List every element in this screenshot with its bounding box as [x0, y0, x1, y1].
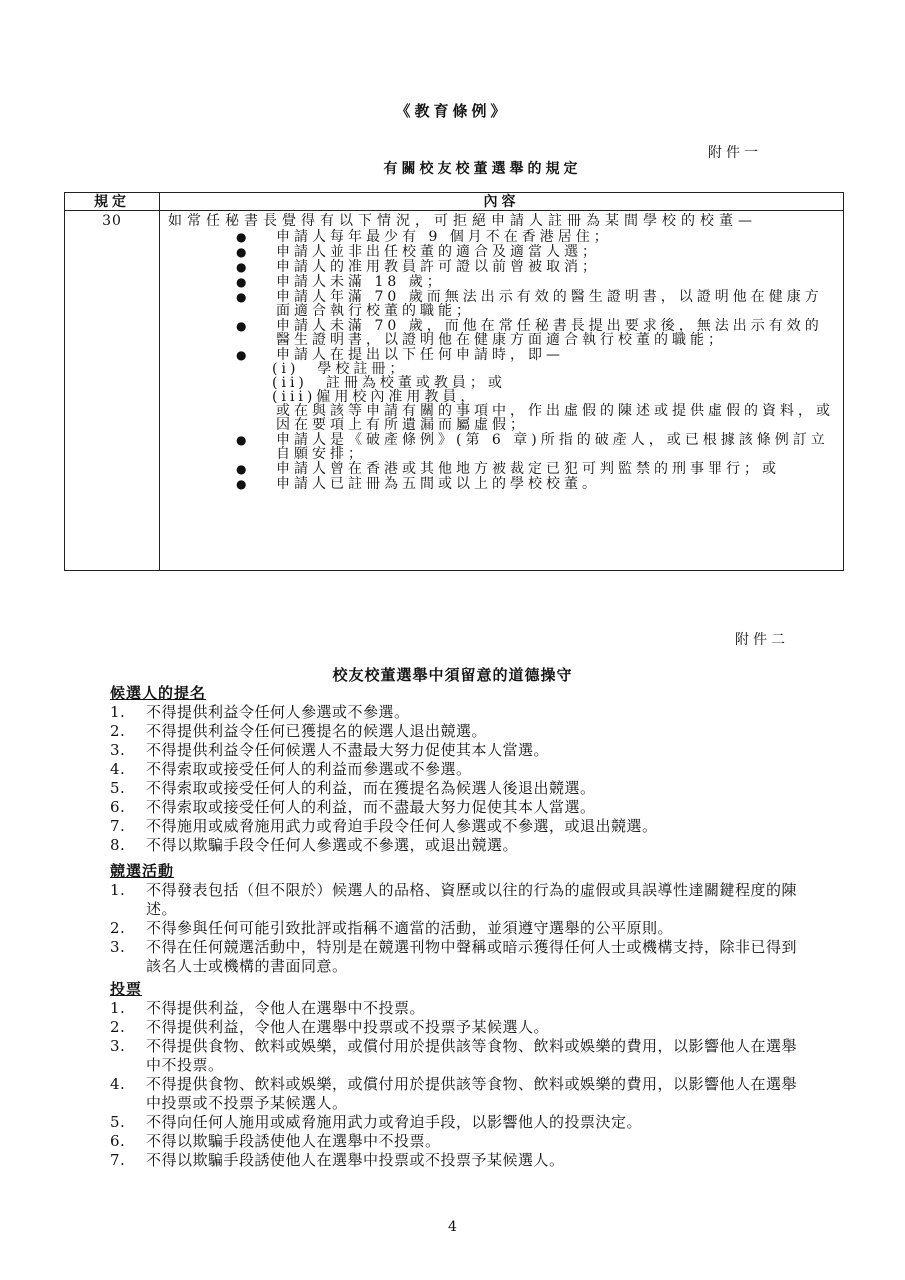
ordinance-title: 《教育條例》 — [395, 102, 510, 120]
list-item — [110, 722, 810, 741]
item-text: 不得向任何人施用或威脅施用武力或脅迫手段，以影響他人的投票決定。 — [146, 1113, 643, 1131]
list-item — [110, 999, 810, 1018]
item-number: 8. — [110, 836, 126, 854]
page-number: 4 — [448, 1219, 457, 1235]
item-number: 5. — [110, 779, 126, 797]
item-number: 2. — [110, 919, 126, 937]
item-text: 不得以欺騙手段誘使他人在選舉中投票或不投票予某候選人。 — [146, 1151, 565, 1169]
list-item — [168, 319, 835, 347]
list-item — [110, 798, 810, 817]
rules-table-header — [65, 193, 844, 211]
list-item — [110, 881, 810, 919]
annex2-label: 附件二 — [735, 632, 789, 648]
bullet-icon: ● — [236, 433, 251, 447]
item-number: 3. — [110, 1037, 126, 1055]
sub-list-item: (ii) 註冊為校董或教員；或 — [272, 375, 506, 391]
list-item — [110, 1151, 810, 1170]
bullet-icon: ● — [236, 319, 251, 333]
item-number: 4. — [110, 760, 126, 778]
item-number: 2. — [110, 722, 126, 740]
bullet-icon: ● — [236, 348, 251, 362]
item-text: 不得提供利益令任何人參選或不參選。 — [146, 703, 410, 721]
bullet-icon: ● — [236, 275, 251, 289]
list-item — [110, 1113, 810, 1132]
rule-content — [160, 211, 844, 571]
list-item — [110, 741, 810, 760]
list-item — [110, 760, 810, 779]
item-number: 1. — [110, 881, 126, 899]
list-item — [110, 1075, 810, 1113]
bullet-text: 申請人未滿 70 歲，而他在常任秘書長提出要求後，無法出示有效的醫生證明書，以證明他在健康方面適合執行校董的職能； — [276, 318, 823, 348]
bullet-icon: ● — [236, 477, 251, 491]
list-item — [168, 230, 835, 244]
list-item — [110, 1037, 810, 1075]
section-nomination — [110, 684, 810, 855]
numbered-list — [110, 999, 810, 1170]
bullet-text: 申請人曾在香港或其他地方被裁定已犯可判監禁的刑事罪行；或 — [276, 461, 780, 477]
list-item — [168, 290, 835, 318]
item-text: 不得參與任何可能引致批評或指稱不適當的活動，並須遵守選舉的公平原則。 — [146, 919, 674, 937]
item-text: 不得提供利益，令他人在選舉中不投票。 — [146, 999, 426, 1017]
item-text: 不得提供利益令任何候選人不盡最大努力促使其本人當選。 — [146, 741, 550, 759]
annex1-title: 有關校友校董選舉的規定 — [383, 161, 582, 177]
rule-number: 30 — [65, 211, 160, 571]
item-text: 不得施用或威脅施用武力或脅迫手段令任何人參選或不參選，或退出競選。 — [146, 817, 658, 835]
section-heading: 候選人的提名 — [110, 684, 207, 702]
col-rule-header: 規定 — [65, 193, 160, 211]
item-number: 7. — [110, 1151, 126, 1169]
list-item — [168, 477, 835, 491]
annex1-label: 附件一 — [708, 145, 762, 161]
item-text: 不得提供食物、飲料或娛樂，或償付用於提供該等食物、飲料或娛樂的費用，以影響他人在選舉中投票或不投票予某候選人。 — [146, 1075, 798, 1112]
item-text: 不得在任何競選活動中，特別是在競選刊物中聲稱或暗示獲得任何人士或機構支持，除非已得到該名人士或機構的書面同意。 — [146, 938, 798, 975]
list-item — [110, 938, 810, 976]
numbered-list — [110, 703, 810, 855]
list-item — [168, 462, 835, 476]
bullet-icon: ● — [236, 290, 251, 304]
bullet-text: 申請人已註冊為五間或以上的學校校董。 — [276, 476, 600, 492]
item-number: 5. — [110, 1113, 126, 1131]
list-item — [110, 779, 810, 798]
item-text: 不得以欺騙手段誘使他人在選舉中不投票。 — [146, 1132, 441, 1150]
bullet-text: 申請人年滿 70 歲而無法出示有效的醫生證明書，以證明他在健康方面適合執行校董的職能； — [276, 289, 823, 319]
item-number: 1. — [110, 703, 126, 721]
bullet-icon: ● — [236, 245, 251, 259]
rule-intro: 如常任秘書長覺得有以下情況，可拒絕申請人註冊為某間學校的校董— — [168, 213, 757, 229]
annex2-title: 校友校董選舉中須留意的道德操守 — [332, 666, 573, 684]
list-item — [168, 260, 835, 274]
item-text: 不得以欺騙手段令任何人參選或不參選，或退出競選。 — [146, 836, 519, 854]
list-item — [168, 275, 835, 289]
item-number: 1. — [110, 999, 126, 1017]
list-item — [110, 1132, 810, 1151]
item-number: 3. — [110, 741, 126, 759]
item-number: 7. — [110, 817, 126, 835]
item-text: 不得提供食物、飲料或娛樂，或償付用於提供該等食物、飲料或娛樂的費用，以影響他人在選舉中不投票。 — [146, 1037, 798, 1074]
list-item — [168, 245, 835, 259]
table-row — [65, 211, 844, 571]
list-item — [110, 703, 810, 722]
list-item — [110, 836, 810, 855]
item-text: 不得提供利益令任何已獲提名的候選人退出競選。 — [146, 722, 488, 740]
bullet-icon: ● — [236, 260, 251, 274]
bullet-list — [168, 230, 835, 491]
item-text: 不得提供利益，令他人在選舉中投票或不投票予某候選人。 — [146, 1018, 550, 1036]
bullet-tail-text: 或在與該等申請有關的事項中，作出虛假的陳述或提供虛假的資料，或因在要項上有所遺漏而屬虛假； — [276, 403, 834, 433]
list-item — [168, 433, 835, 461]
list-item — [110, 919, 810, 938]
sub-list-item: (iii)僱用校內准用教員， — [272, 389, 479, 405]
sub-list — [272, 361, 835, 405]
col-content-header: 內容 — [160, 193, 844, 211]
item-text: 不得索取或接受任何人的利益，而在獲提名為候選人後退出競選。 — [146, 779, 596, 797]
bullet-text: 申請人是《破產條例》(第 6 章)所指的破產人，或已根據該條例訂立自願安排； — [276, 432, 829, 462]
list-item — [168, 348, 835, 432]
section-voting — [110, 980, 810, 1170]
item-number: 3. — [110, 938, 126, 956]
item-number: 4. — [110, 1075, 126, 1093]
bullet-text: 申請人並非出任校董的適合及適當人選； — [276, 244, 600, 260]
list-item — [110, 817, 810, 836]
item-number: 6. — [110, 798, 126, 816]
item-text: 不得發表包括（但不限於）候選人的品格、資歷或以往的行為的虛假或具誤導性達關鍵程度的陳述。 — [146, 881, 798, 918]
bullet-text: 申請人的准用教員許可證以前曾被取消； — [276, 259, 600, 275]
bullet-text: 申請人每年最少有 9 個月不在香港居住； — [276, 229, 612, 245]
sub-list-item: (i) 學校註冊； — [272, 361, 408, 377]
bullet-text: 申請人在提出以下任何申請時，即— — [276, 347, 564, 363]
section-heading: 投票 — [110, 980, 143, 998]
item-number: 2. — [110, 1018, 126, 1036]
section-campaign — [110, 862, 810, 976]
list-item — [110, 1018, 810, 1037]
numbered-list — [110, 881, 810, 976]
item-number: 6. — [110, 1132, 126, 1150]
item-text: 不得索取或接受任何人的利益而參選或不參選。 — [146, 760, 472, 778]
rules-table — [64, 192, 844, 571]
bullet-icon: ● — [236, 462, 251, 476]
bullet-text: 申請人未滿 18 歲； — [276, 274, 445, 290]
section-heading: 競選活動 — [110, 862, 175, 880]
item-text: 不得索取或接受任何人的利益，而不盡最大努力促使其本人當選。 — [146, 798, 596, 816]
bullet-icon: ● — [236, 230, 251, 244]
